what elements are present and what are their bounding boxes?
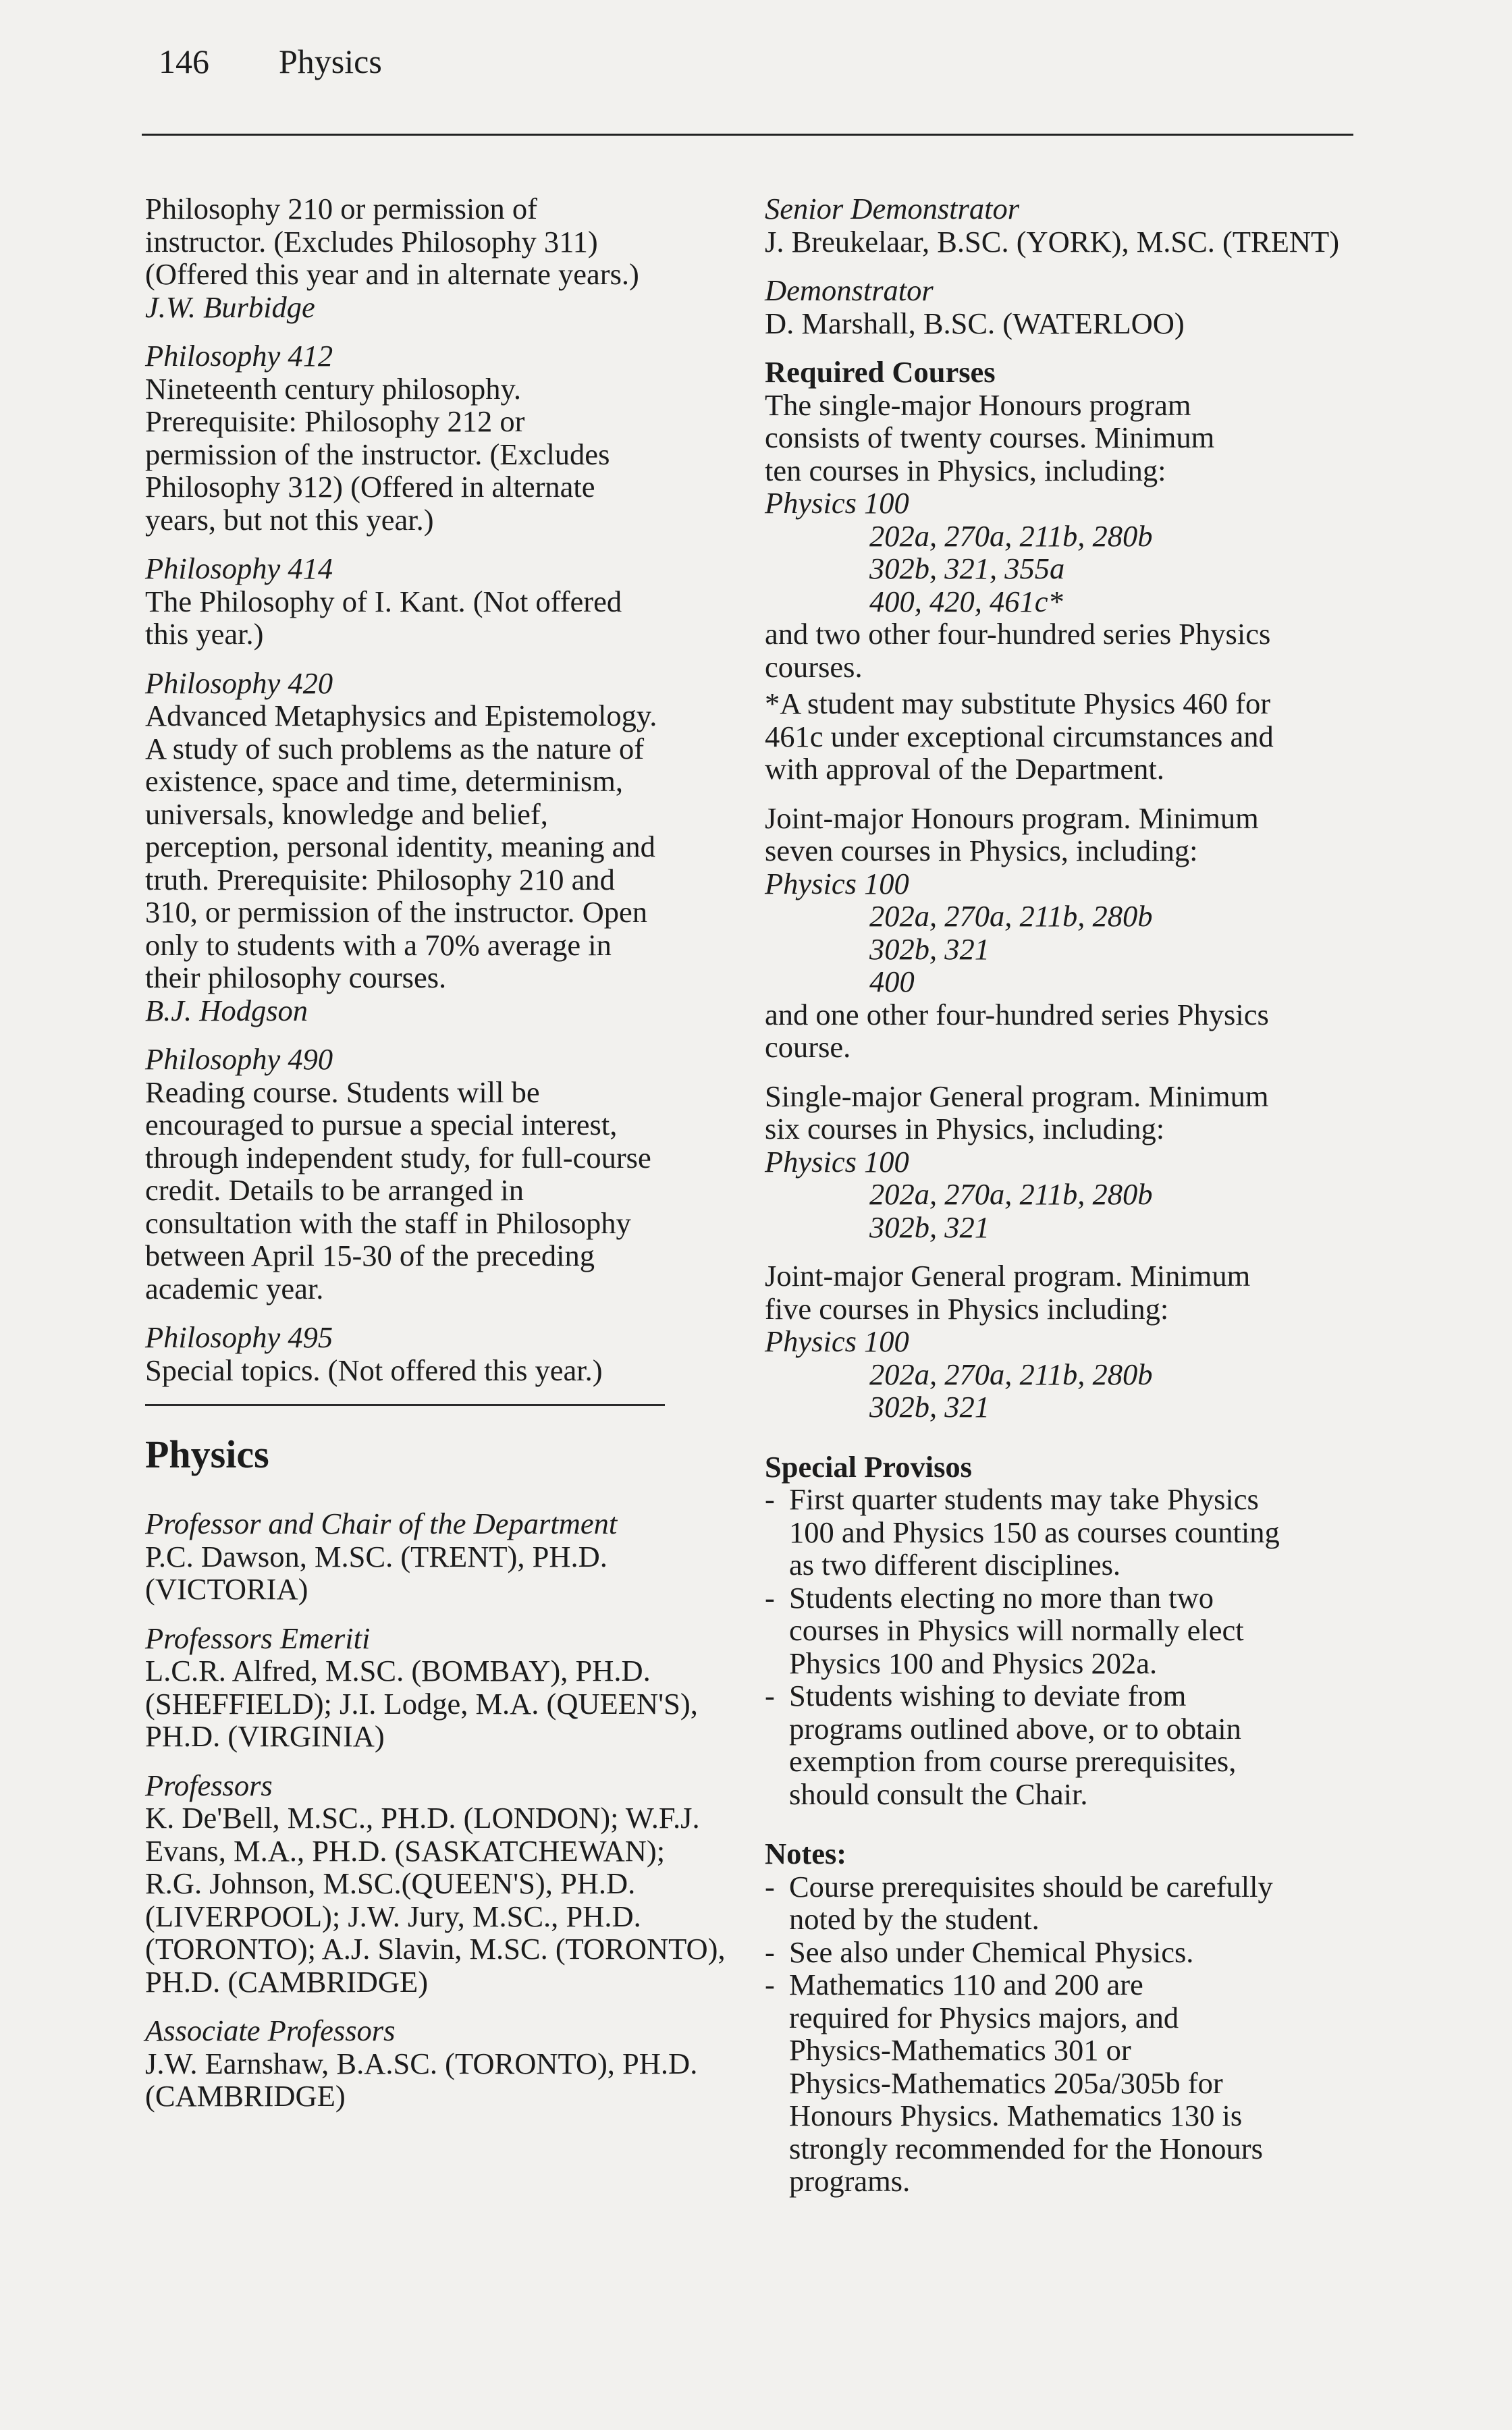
- course-list-line: 202a, 270a, 211b, 280b: [869, 518, 1153, 553]
- text-line: perception, personal identity, meaning and: [145, 830, 655, 863]
- faculty-role: Demonstrator: [765, 273, 934, 307]
- faculty-role: Associate Professors: [145, 2014, 396, 2047]
- text-line: courses.: [765, 649, 863, 684]
- text-line: course.: [765, 1030, 851, 1064]
- course-list-line: 202a, 270a, 211b, 280b: [869, 899, 1153, 933]
- text-line: Physics 100 and Physics 202a.: [789, 1646, 1158, 1680]
- course-list-head: Physics 100: [765, 1144, 909, 1179]
- text-line: Single-major General program. Minimum: [765, 1079, 1269, 1113]
- course-title: Philosophy 490: [145, 1042, 333, 1076]
- text-line: universals, knowledge and belief,: [145, 796, 548, 831]
- course-list-line: 202a, 270a, 211b, 280b: [869, 1177, 1153, 1211]
- course-list-line: 302b, 321: [869, 1210, 990, 1244]
- text-line: ten courses in Physics, including:: [765, 453, 1166, 487]
- course-list-line: 400: [869, 965, 915, 998]
- faculty-line: (VICTORIA): [145, 1572, 308, 1606]
- course-philosophy-414: [145, 552, 732, 651]
- text-line: permission of the instructor. (Excludes: [145, 437, 610, 471]
- text-line: Reading course. Students will be: [145, 1075, 540, 1109]
- text-line: instructor. (Excludes Philosophy 311): [145, 224, 598, 259]
- course-list-head: Physics 100: [765, 866, 909, 900]
- text-line: strongly recommended for the Honours: [789, 2131, 1263, 2165]
- text-line: - Mathematics 110 and 200 are: [789, 1968, 1143, 2001]
- text-line: Advanced Metaphysics and Epistemology.: [145, 699, 657, 732]
- text-line: credit. Details to be arranged in: [145, 1173, 524, 1207]
- section-title: Physics: [145, 1432, 269, 1476]
- text-line: years, but not this year.): [145, 502, 434, 537]
- faculty-role: Professor and Chair of the Department: [145, 1507, 618, 1540]
- course-list-line: 302b, 321, 355a: [869, 551, 1065, 585]
- faculty-professors: [145, 1769, 732, 1999]
- faculty-chair: [145, 1507, 732, 1606]
- text-line: six courses in Physics, including:: [765, 1112, 1165, 1145]
- course-title: Philosophy 495: [145, 1320, 333, 1354]
- faculty-role: Professors Emeriti: [145, 1621, 371, 1655]
- text-line: through independent study, for full-course: [145, 1140, 651, 1174]
- joint-general-program: [765, 1260, 1359, 1424]
- course-title: Philosophy 412: [145, 339, 333, 373]
- text-line: only to students with a 70% average in: [145, 927, 612, 962]
- list-item: [765, 1483, 1359, 1582]
- text-line: with approval of the Department.: [765, 752, 1164, 786]
- course-philosophy-420: [145, 667, 732, 1027]
- joint-honours-program: [765, 802, 1359, 1064]
- text-line: (Offered this year and in alternate years.): [145, 257, 639, 291]
- text-line: consultation with the staff in Philosophy: [145, 1206, 631, 1240]
- text-line: between April 15-30 of the preceding: [145, 1239, 595, 1272]
- faculty-line: (CAMBRIDGE): [145, 2079, 346, 2113]
- text-line: *A student may substitute Physics 460 for: [765, 686, 1271, 720]
- faculty-line: (LIVERPOOL); J.W. Jury, M.SC., PH.D.: [145, 1899, 641, 1933]
- text-line: Philosophy 312) (Offered in alternate: [145, 470, 595, 504]
- text-line: and one other four-hundred series Physics: [765, 997, 1269, 1031]
- left-column: [145, 192, 732, 2129]
- text-line: courses in Physics will normally elect: [789, 1613, 1244, 1647]
- text-line: this year.): [145, 617, 264, 651]
- text-line: The Philosophy of I. Kant. (Not offered: [145, 584, 622, 618]
- substitution-footnote: [765, 687, 1359, 786]
- faculty-role: Professors: [145, 1768, 273, 1802]
- text-line: consists of twenty courses. Minimum: [765, 421, 1215, 454]
- text-line: 310, or permission of the instructor. Open: [145, 895, 648, 929]
- subsection-heading: Special Provisos: [765, 1449, 972, 1484]
- text-line: exemption from course prerequisites,: [789, 1744, 1237, 1778]
- course-list-head: Physics 100: [765, 1324, 909, 1358]
- running-title: Physics: [279, 43, 382, 80]
- faculty-line: (SHEFFIELD); J.I. Lodge, M.A. (QUEEN'S),: [145, 1686, 698, 1721]
- text-line: truth. Prerequisite: Philosophy 210 and: [145, 862, 615, 896]
- text-line: seven courses in Physics, including:: [765, 834, 1198, 867]
- faculty-line: P.C. Dawson, M.SC. (TRENT), PH.D.: [145, 1539, 608, 1573]
- text-line: - Students wishing to deviate from: [789, 1679, 1187, 1712]
- faculty-line: R.G. Johnson, M.SC.(QUEEN'S), PH.D.: [145, 1866, 636, 1900]
- list-item: [765, 1968, 1359, 2198]
- course-list-line: 202a, 270a, 211b, 280b: [869, 1357, 1153, 1391]
- text-line: Prerequisite: Philosophy 212 or: [145, 404, 525, 438]
- text-line: 100 and Physics 150 as courses counting: [789, 1515, 1280, 1549]
- text-line: Nineteenth century philosophy.: [145, 371, 521, 406]
- course-title: Philosophy 420: [145, 666, 333, 700]
- text-line: existence, space and time, determinism,: [145, 764, 624, 798]
- text-line: should consult the Chair.: [789, 1777, 1088, 1811]
- text-line: their philosophy courses.: [145, 961, 447, 994]
- text-line: Special topics. (Not offered this year.): [145, 1353, 603, 1387]
- faculty-line: Evans, M.A., PH.D. (SASKATCHEWAN);: [145, 1833, 666, 1868]
- course-philosophy-412: [145, 340, 732, 536]
- text-line: Physics-Mathematics 205a/305b for: [789, 2066, 1223, 2100]
- faculty-associates: [145, 2014, 732, 2113]
- faculty-line: J. Breukelaar, B.SC. (YORK), M.SC. (TRENT): [765, 224, 1340, 259]
- right-column: [765, 192, 1359, 2214]
- course-list-head: Physics 100: [765, 486, 909, 520]
- list-item: [765, 1870, 1359, 1936]
- text-line: The single-major Honours program: [765, 387, 1191, 422]
- section-divider: [145, 1404, 665, 1406]
- subsection-heading: Required Courses: [765, 355, 996, 389]
- course-title: Philosophy 414: [145, 551, 333, 585]
- text-line: - See also under Chemical Physics.: [789, 1935, 1194, 1969]
- text-line: Physics-Mathematics 301 or: [789, 2033, 1131, 2067]
- page-number: 146: [159, 43, 209, 80]
- notes: [765, 1837, 1359, 2198]
- instructor-name: B.J. Hodgson: [145, 993, 308, 1027]
- page-header: [159, 42, 1353, 138]
- text-line: academic year.: [145, 1271, 324, 1305]
- faculty-line: PH.D. (CAMBRIDGE): [145, 1964, 429, 1999]
- list-item: [765, 1936, 1359, 1969]
- special-provisos: [765, 1451, 1359, 1811]
- text-line: five courses in Physics including:: [765, 1291, 1169, 1326]
- text-line: - Course prerequisites should be carefully: [789, 1869, 1273, 1904]
- notes-list: [765, 1870, 1359, 2198]
- course-list-line: 302b, 321: [869, 932, 990, 966]
- course-philosophy-495: [145, 1321, 732, 1386]
- text-line: noted by the student.: [789, 1902, 1040, 1936]
- faculty-line: D. Marshall, B.SC. (WATERLOO): [765, 306, 1185, 340]
- text-line: - Students electing no more than two: [789, 1580, 1214, 1615]
- faculty-line: J.W. Earnshaw, B.A.SC. (TORONTO), PH.D.: [145, 2046, 698, 2080]
- text-line: programs outlined above, or to obtain: [789, 1711, 1241, 1746]
- course-philosophy-490: [145, 1043, 732, 1305]
- list-item: [765, 1679, 1359, 1810]
- required-courses: [765, 356, 1359, 683]
- text-line: A study of such problems as the nature of: [145, 731, 645, 765]
- text-line: encouraged to pursue a special interest,: [145, 1108, 618, 1141]
- text-line: as two different disciplines.: [789, 1548, 1121, 1582]
- course-list-line: 302b, 321: [869, 1390, 990, 1424]
- course-list-line: 400, 420, 461c*: [869, 584, 1063, 618]
- text-line: programs.: [789, 2164, 911, 2198]
- list-item: [765, 1582, 1359, 1680]
- text-line: and two other four-hundred series Physics: [765, 617, 1271, 651]
- senior-demonstrator: [765, 192, 1359, 258]
- text-line: Philosophy 210 or permission of: [145, 192, 537, 225]
- text-line: - First quarter students may take Physics: [789, 1482, 1259, 1516]
- faculty-line: (TORONTO); A.J. Slavin, M.SC. (TORONTO),: [145, 1932, 726, 1966]
- single-general-program: [765, 1080, 1359, 1244]
- faculty-role: Senior Demonstrator: [765, 192, 1020, 225]
- faculty-line: K. De'Bell, M.SC., PH.D. (LONDON); W.F.J.: [145, 1801, 700, 1835]
- text-line: 461c under exceptional circumstances and: [765, 719, 1274, 753]
- philosophy-410-continued: [145, 192, 732, 323]
- faculty-emeriti: [145, 1622, 732, 1753]
- faculty-line: L.C.R. Alfred, M.SC. (BOMBAY), PH.D.: [145, 1654, 651, 1688]
- subsection-heading: Notes:: [765, 1837, 847, 1870]
- text-line: required for Physics majors, and: [789, 2000, 1179, 2034]
- text-line: Joint-major Honours program. Minimum: [765, 801, 1259, 835]
- faculty-line: PH.D. (VIRGINIA): [145, 1719, 385, 1753]
- header-rule: [142, 134, 1353, 136]
- provisos-list: [765, 1483, 1359, 1810]
- text-line: Joint-major General program. Minimum: [765, 1259, 1251, 1293]
- demonstrator: [765, 274, 1359, 340]
- instructor-name: J.W. Burbidge: [145, 290, 315, 324]
- text-line: Honours Physics. Mathematics 130 is: [789, 2099, 1243, 2132]
